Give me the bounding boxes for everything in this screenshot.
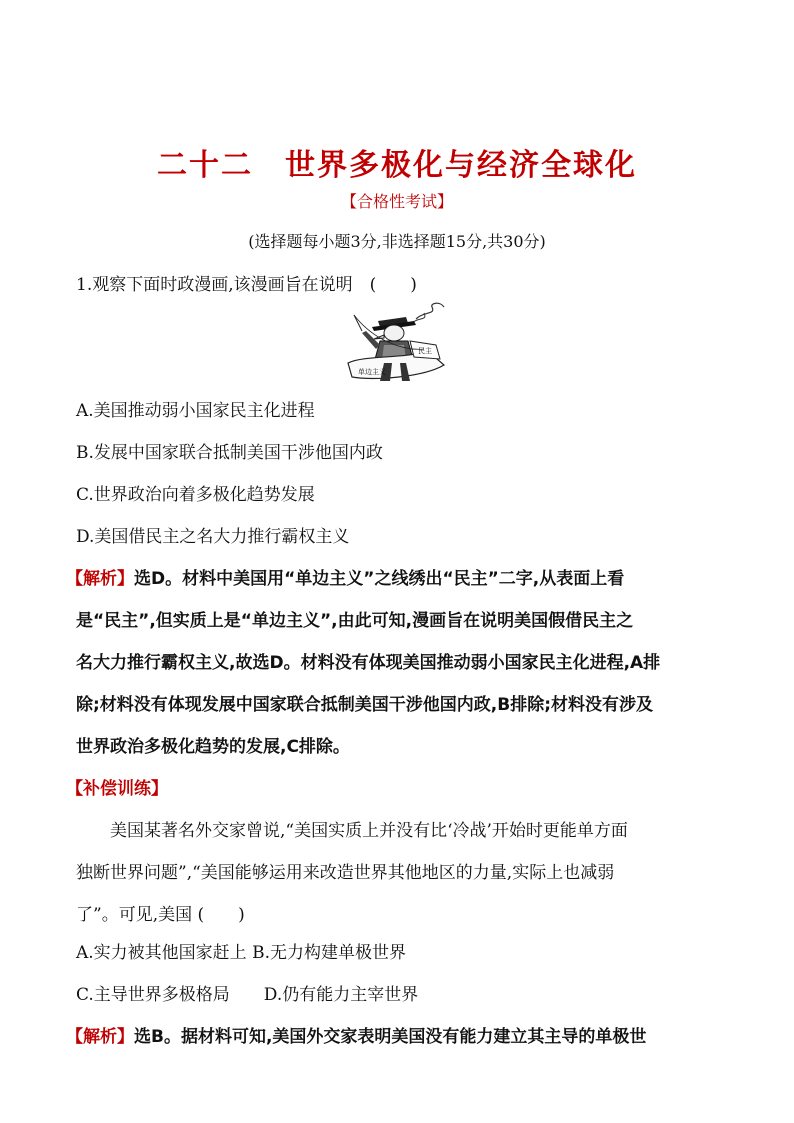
supplement-stem-line-1: 美国某著名外交家曾说,“美国实质上并没有比‘冷战’开始时更能单方面 <box>110 821 628 841</box>
supplement-stem-line-3: 了”。可见,美国 ( ) <box>76 905 245 925</box>
analysis-2-text: 选B。据材料可知,美国外交家表明美国没有能力建立其主导的单极世 <box>134 1027 647 1047</box>
analysis-label: 【解析】 <box>66 569 134 589</box>
analysis-1-line-3: 名大力推行霸权主义,故选D。材料没有体现美国推动弱小国家民主化进程,A排 <box>76 653 661 673</box>
analysis-text: 选D。材料中美国用“单边主义”之线绣出“民主”二字,从表面上看 <box>134 569 625 589</box>
analysis-2-label: 【解析】 <box>66 1027 134 1047</box>
cartoon-label-democracy: 民主 <box>418 347 432 355</box>
analysis-1-line-2: 是“民主”,但实质上是“单边主义”,由此可知,漫画旨在说明美国假借民主之 <box>76 611 634 631</box>
section-subtitle: 【合格性考试】 <box>340 192 453 211</box>
scoring-note: (选择题每小题3分,非选择题15分,共30分) <box>248 232 546 251</box>
analysis-1-line-5: 世界政治多极化趋势的发展,C排除。 <box>76 737 350 757</box>
supplement-options-row-2: C.主导世界多极格局 D.仍有能力主宰世界 <box>76 985 419 1005</box>
question-1-stem: 1.观察下面时政漫画,该漫画旨在说明 ( ) <box>76 275 417 295</box>
supplement-label: 【补偿训练】 <box>66 779 168 799</box>
option-c: C.世界政治向着多极化趋势发展 <box>76 485 315 505</box>
analysis-2-line-1 <box>66 1022 646 1047</box>
political-cartoon-image <box>344 301 456 385</box>
page-title: 二十二 世界多极化与经济全球化 <box>157 148 637 183</box>
supplement-stem-line-2: 独断世界问题”,“美国能够运用来改造世界其他地区的力量,实际上也减弱 <box>76 863 615 883</box>
supplement-options-row-1: A.实力被其他国家赶上 B.无力构建单极世界 <box>76 943 406 963</box>
analysis-1-line-1 <box>66 564 624 589</box>
option-a: A.美国推动弱小国家民主化进程 <box>76 401 315 421</box>
option-b: B.发展中国家联合抵制美国干涉他国内政 <box>76 443 383 463</box>
cartoon-label-unilateralism: 单边主义 <box>358 368 386 376</box>
option-d: D.美国借民主之名大力推行霸权主义 <box>76 527 350 547</box>
analysis-1-line-4: 除;材料没有体现发展中国家联合抵制美国干涉他国内政,B排除;材料没有涉及 <box>76 695 654 715</box>
